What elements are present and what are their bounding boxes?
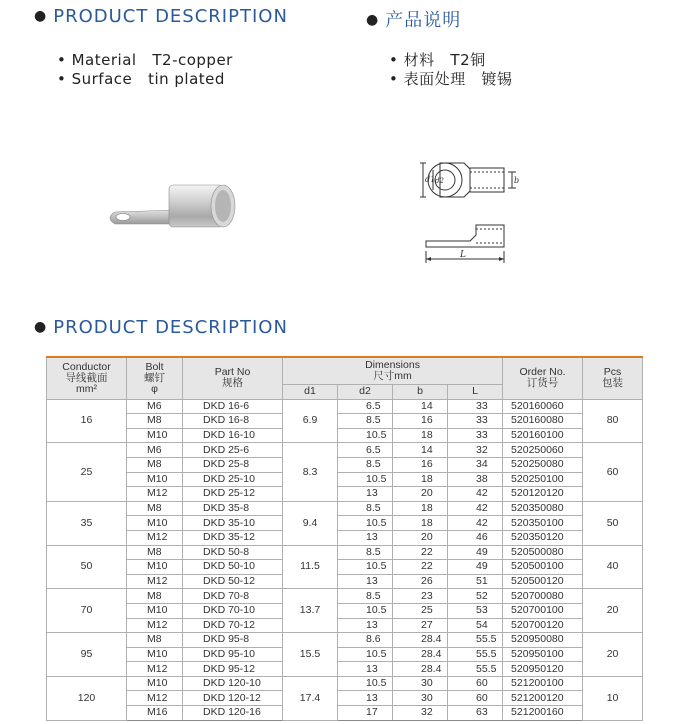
header-text: 导线截面 <box>65 371 108 384</box>
cell-order-no: 520500100 <box>503 560 583 575</box>
cell-L: 42 <box>448 487 503 502</box>
cell-L: 63 <box>448 706 503 721</box>
header-text: 包装 <box>602 377 624 390</box>
cell-d2: 8.5 <box>338 589 393 604</box>
cell-conductor: 70 <box>47 589 127 633</box>
cell-b: 16 <box>393 457 448 472</box>
table-row <box>47 545 643 560</box>
cell-b: 18 <box>393 428 448 443</box>
table-row <box>47 662 643 677</box>
cell-b: 28.4 <box>393 662 448 677</box>
cell-conductor: 50 <box>47 545 127 589</box>
heading-text: 产品说明 <box>385 10 462 31</box>
cell-part-no: DKD 70-12 <box>183 618 283 633</box>
cell-d2: 13 <box>338 574 393 589</box>
cell-order-no: 521200100 <box>503 676 583 691</box>
cell-conductor: 95 <box>47 633 127 677</box>
col-d1: d1 <box>283 385 338 400</box>
col-b: b <box>393 385 448 400</box>
cell-b: 16 <box>393 414 448 429</box>
cell-b: 28.4 <box>393 647 448 662</box>
table-row <box>47 399 643 414</box>
cell-part-no: DKD 50-8 <box>183 545 283 560</box>
cell-L: 52 <box>448 589 503 604</box>
cell-L: 55.5 <box>448 662 503 677</box>
cell-part-no: DKD 50-10 <box>183 560 283 575</box>
cell-bolt: M10 <box>127 472 183 487</box>
cell-bolt: M8 <box>127 414 183 429</box>
cell-b: 25 <box>393 603 448 618</box>
header-text: Dimensions <box>365 359 420 371</box>
cell-L: 51 <box>448 574 503 589</box>
cell-b: 30 <box>393 676 448 691</box>
cell-part-no: DKD 16-6 <box>183 399 283 414</box>
cell-order-no: 520700120 <box>503 618 583 633</box>
bullet-icon: ● <box>366 12 380 28</box>
cell-bolt: M12 <box>127 530 183 545</box>
terminal-lug-photo <box>105 180 245 240</box>
table-row <box>47 706 643 721</box>
cell-pcs: 10 <box>583 676 643 720</box>
section2-heading <box>34 317 288 338</box>
cell-b: 27 <box>393 618 448 633</box>
cell-order-no: 520160080 <box>503 414 583 429</box>
cell-d2: 8.5 <box>338 414 393 429</box>
cell-pcs: 60 <box>583 443 643 501</box>
col-order-no <box>503 357 583 399</box>
cell-part-no: DKD 16-8 <box>183 414 283 429</box>
cell-bolt: M8 <box>127 545 183 560</box>
table-row <box>47 647 643 662</box>
cell-bolt: M12 <box>127 662 183 677</box>
cell-part-no: DKD 25-10 <box>183 472 283 487</box>
cell-order-no: 521200160 <box>503 706 583 721</box>
table-row <box>47 414 643 429</box>
header-text: 规格 <box>222 377 243 390</box>
col-part-no <box>183 357 283 399</box>
cell-part-no: DKD 25-6 <box>183 443 283 458</box>
cell-d1: 6.9 <box>283 399 338 443</box>
table-row <box>47 530 643 545</box>
cell-L: 60 <box>448 691 503 706</box>
cell-d1: 9.4 <box>283 501 338 545</box>
cell-d2: 10.5 <box>338 676 393 691</box>
table-row <box>47 589 643 604</box>
cell-order-no: 520250060 <box>503 443 583 458</box>
cell-L: 33 <box>448 428 503 443</box>
table-row <box>47 443 643 458</box>
header-text: Order No. <box>519 366 566 379</box>
cell-conductor: 16 <box>47 399 127 443</box>
cell-L: 55.5 <box>448 647 503 662</box>
header-text: Part No <box>214 366 251 379</box>
cell-d2: 10.5 <box>338 647 393 662</box>
cell-L: 55.5 <box>448 633 503 648</box>
cell-part-no: DKD 95-12 <box>183 662 283 677</box>
table-row <box>47 633 643 648</box>
cell-b: 32 <box>393 706 448 721</box>
header-text: mm² <box>76 382 97 395</box>
header-text: 订货号 <box>526 377 559 390</box>
cell-d2: 13 <box>338 691 393 706</box>
cell-pcs: 80 <box>583 399 643 443</box>
cell-pcs: 50 <box>583 501 643 545</box>
section-heading-en <box>34 6 288 27</box>
header-text: Conductor <box>62 360 111 373</box>
cell-d1: 13.7 <box>283 589 338 633</box>
cell-b: 14 <box>393 399 448 414</box>
cell-pcs: 20 <box>583 633 643 677</box>
cell-pcs: 40 <box>583 545 643 589</box>
header-text: Bolt <box>145 360 164 373</box>
cell-d2: 10.5 <box>338 560 393 575</box>
table-row <box>47 560 643 575</box>
cell-bolt: M6 <box>127 399 183 414</box>
table-row <box>47 676 643 691</box>
cell-part-no: DKD 35-8 <box>183 501 283 516</box>
table-body <box>47 399 643 720</box>
cell-order-no: 520950080 <box>503 633 583 648</box>
col-bolt <box>127 357 183 399</box>
table-row <box>47 428 643 443</box>
table-row <box>47 457 643 472</box>
cell-order-no: 520700080 <box>503 589 583 604</box>
cell-order-no: 520950100 <box>503 647 583 662</box>
cell-bolt: M10 <box>127 676 183 691</box>
cell-L: 34 <box>448 457 503 472</box>
cell-d1: 15.5 <box>283 633 338 677</box>
cell-d2: 6.5 <box>338 443 393 458</box>
cell-order-no: 520350080 <box>503 501 583 516</box>
cell-L: 54 <box>448 618 503 633</box>
cell-L: 46 <box>448 530 503 545</box>
cell-bolt: M12 <box>127 487 183 502</box>
cell-L: 33 <box>448 399 503 414</box>
cell-order-no: 520500120 <box>503 574 583 589</box>
cell-order-no: 520250100 <box>503 472 583 487</box>
bullet-icon: ● <box>34 319 48 335</box>
col-L: L <box>448 385 503 400</box>
cell-bolt: M8 <box>127 633 183 648</box>
cell-b: 22 <box>393 545 448 560</box>
cell-b: 28.4 <box>393 633 448 648</box>
table-row <box>47 618 643 633</box>
label-L: L <box>460 250 466 260</box>
cell-bolt: M10 <box>127 428 183 443</box>
cell-L: 49 <box>448 560 503 575</box>
cell-L: 49 <box>448 545 503 560</box>
cell-part-no: DKD 120-12 <box>183 691 283 706</box>
cell-bolt: M10 <box>127 603 183 618</box>
cell-order-no: 520500080 <box>503 545 583 560</box>
bullet-icon: ● <box>34 8 48 24</box>
cell-order-no: 520350100 <box>503 516 583 531</box>
spec-list-cn <box>389 51 512 89</box>
col-dimensions <box>283 357 503 385</box>
cell-part-no: DKD 25-12 <box>183 487 283 502</box>
cell-bolt: M12 <box>127 618 183 633</box>
table-row <box>47 487 643 502</box>
table-header <box>47 357 643 399</box>
cell-d2: 8.5 <box>338 501 393 516</box>
cell-b: 23 <box>393 589 448 604</box>
cell-d1: 8.3 <box>283 443 338 501</box>
spec-material-cn: • 材料 T2铜 <box>389 51 486 69</box>
cell-b: 18 <box>393 516 448 531</box>
cell-d2: 10.5 <box>338 516 393 531</box>
cell-d2: 13 <box>338 487 393 502</box>
spec-surface: • Surface tin plated <box>57 70 225 88</box>
cell-L: 42 <box>448 501 503 516</box>
cell-d2: 6.5 <box>338 399 393 414</box>
cell-b: 18 <box>393 472 448 487</box>
cell-bolt: M10 <box>127 516 183 531</box>
cell-bolt: M10 <box>127 560 183 575</box>
table-row <box>47 603 643 618</box>
cell-bolt: M10 <box>127 647 183 662</box>
cell-order-no: 521200120 <box>503 691 583 706</box>
cell-part-no: DKD 50-12 <box>183 574 283 589</box>
cell-d2: 13 <box>338 662 393 677</box>
cell-b: 14 <box>393 443 448 458</box>
cell-d2: 17 <box>338 706 393 721</box>
cell-L: 38 <box>448 472 503 487</box>
cell-L: 33 <box>448 414 503 429</box>
cell-order-no: 520250080 <box>503 457 583 472</box>
cell-b: 22 <box>393 560 448 575</box>
heading-text: PRODUCT DESCRIPTION <box>53 317 288 338</box>
cell-part-no: DKD 35-10 <box>183 516 283 531</box>
cell-d2: 10.5 <box>338 603 393 618</box>
cell-d2: 8.5 <box>338 457 393 472</box>
dimension-drawing <box>420 155 530 267</box>
spec-table <box>46 356 643 721</box>
cell-bolt: M12 <box>127 574 183 589</box>
cell-part-no: DKD 70-10 <box>183 603 283 618</box>
cell-conductor: 120 <box>47 676 127 720</box>
cell-d1: 17.4 <box>283 676 338 720</box>
cell-part-no: DKD 120-10 <box>183 676 283 691</box>
cell-b: 20 <box>393 530 448 545</box>
header-text: 尺寸mm <box>373 370 412 382</box>
spec-surface-cn: • 表面处理 镀锡 <box>389 70 513 88</box>
cell-b: 20 <box>393 487 448 502</box>
cell-b: 26 <box>393 574 448 589</box>
cell-b: 30 <box>393 691 448 706</box>
spec-material: • Material T2-copper <box>57 51 233 69</box>
cell-L: 60 <box>448 676 503 691</box>
cell-part-no: DKD 70-8 <box>183 589 283 604</box>
cell-L: 42 <box>448 516 503 531</box>
cell-bolt: M8 <box>127 501 183 516</box>
table-row <box>47 691 643 706</box>
header-text: Pcs <box>603 366 622 379</box>
cell-L: 32 <box>448 443 503 458</box>
cell-bolt: M8 <box>127 457 183 472</box>
cell-part-no: DKD 25-8 <box>183 457 283 472</box>
table-row <box>47 472 643 487</box>
cell-conductor: 25 <box>47 443 127 501</box>
col-d2: d2 <box>338 385 393 400</box>
cell-part-no: DKD 95-8 <box>183 633 283 648</box>
cell-part-no: DKD 95-10 <box>183 647 283 662</box>
cell-order-no: 520950120 <box>503 662 583 677</box>
cell-d2: 10.5 <box>338 472 393 487</box>
cell-pcs: 20 <box>583 589 643 633</box>
label-d1: d1 <box>425 175 436 184</box>
cell-order-no: 520120120 <box>503 487 583 502</box>
section-heading-cn <box>366 6 461 32</box>
table-row <box>47 574 643 589</box>
cell-d2: 8.5 <box>338 545 393 560</box>
header-text: 螺钉 <box>144 371 165 384</box>
cell-bolt: M16 <box>127 706 183 721</box>
cell-b: 18 <box>393 501 448 516</box>
cell-bolt: M12 <box>127 691 183 706</box>
cell-L: 53 <box>448 603 503 618</box>
header-text: φ <box>151 382 158 395</box>
cell-d2: 8.6 <box>338 633 393 648</box>
cell-order-no: 520700100 <box>503 603 583 618</box>
col-pcs <box>583 357 643 399</box>
table-row <box>47 501 643 516</box>
cell-part-no: DKD 35-12 <box>183 530 283 545</box>
cell-d2: 10.5 <box>338 428 393 443</box>
cell-d2: 13 <box>338 530 393 545</box>
table-row <box>47 516 643 531</box>
cell-part-no: DKD 120-16 <box>183 706 283 721</box>
cell-order-no: 520160060 <box>503 399 583 414</box>
cell-conductor: 35 <box>47 501 127 545</box>
cell-bolt: M6 <box>127 443 183 458</box>
label-d2: d2 <box>435 177 444 185</box>
cell-d2: 13 <box>338 618 393 633</box>
heading-text: PRODUCT DESCRIPTION <box>53 6 288 27</box>
spec-list-en <box>57 51 233 89</box>
cell-order-no: 520160100 <box>503 428 583 443</box>
col-conductor <box>47 357 127 399</box>
cell-d1: 11.5 <box>283 545 338 589</box>
label-b: b <box>514 176 520 185</box>
cell-order-no: 520350120 <box>503 530 583 545</box>
cell-part-no: DKD 16-10 <box>183 428 283 443</box>
cell-bolt: M8 <box>127 589 183 604</box>
